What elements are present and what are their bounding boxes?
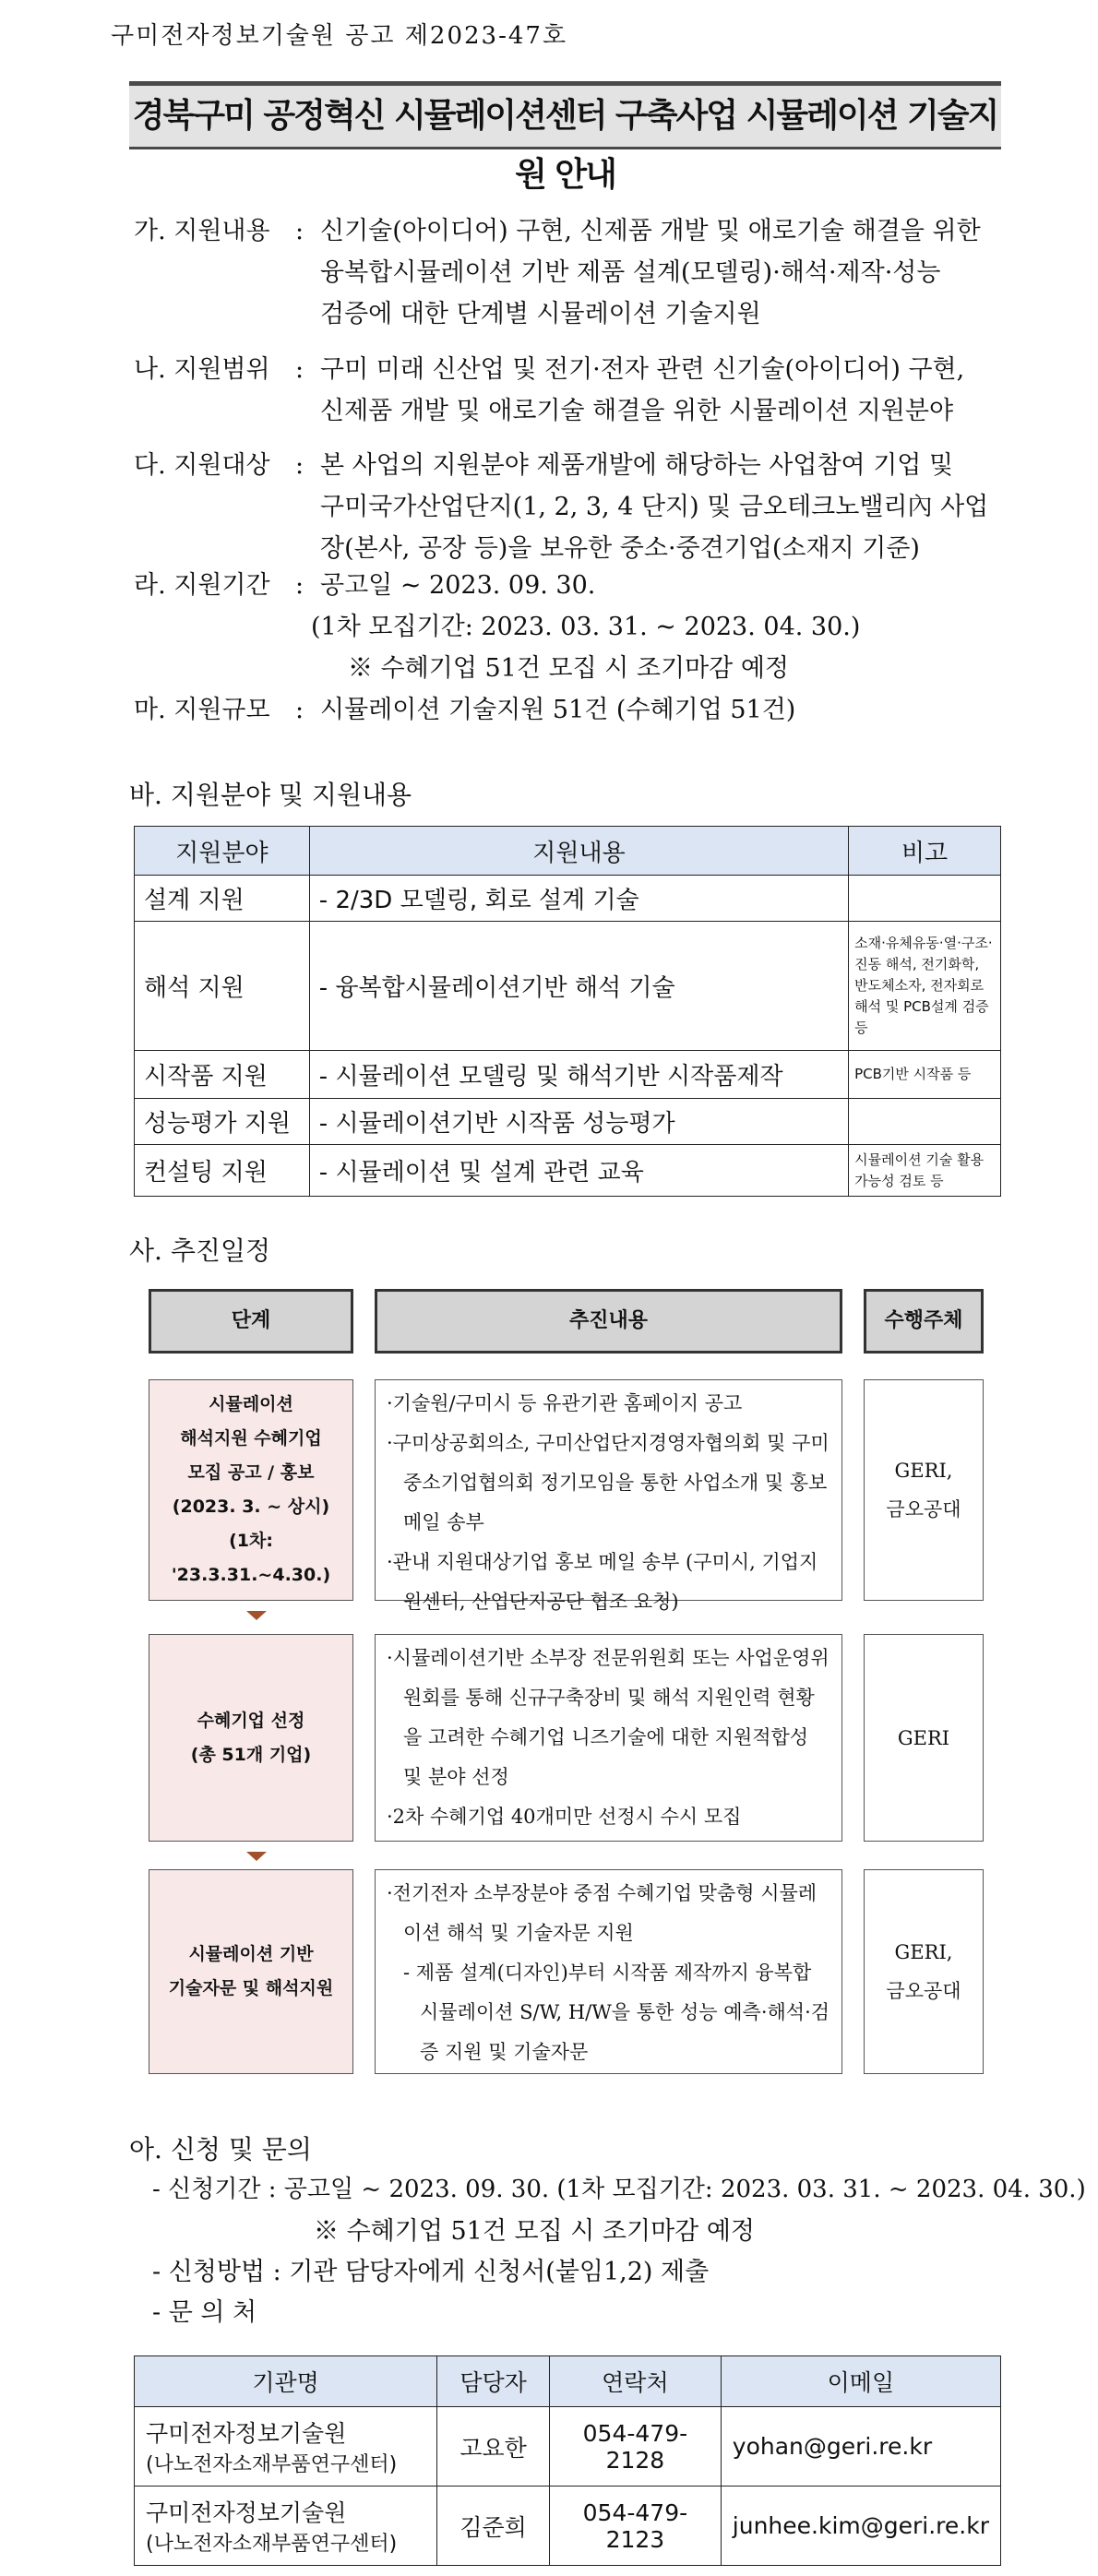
content-cell: - 2/3D 모델링, 회로 설계 기술 [309, 876, 848, 922]
content-cell: - 시뮬레이션 모델링 및 해석기반 시작품제작 [309, 1051, 848, 1099]
item-line: 구미 미래 신산업 및 전기·전자 관련 신기술(아이디어) 구현, [320, 355, 965, 384]
item-line: 장(본사, 공장 등)을 보유한 중소·중견기업(소재지 기준) [320, 534, 920, 563]
item-line: 검증에 대한 단계별 시뮬레이션 기술지원 [320, 300, 761, 328]
table-row [135, 922, 1001, 1051]
contact-label: - 문 의 처 [152, 2298, 257, 2327]
item-support-scale: 마. 지원규모 : 시뮬레이션 기술지원 51건 (수혜기업 51건) [134, 689, 1020, 731]
item-label: 가. 지원내용 [134, 217, 270, 245]
content-cell: - 융복합시뮬레이션기반 해석 기술 [309, 922, 848, 1051]
item-support-period: 라. 지원기간 : 공고일 ~ 2023. 09. 30. (1차 모집기간: 2023. 03. 31. ~ 2023. 04. 30.) ※ 수혜기업 51건 모집 시 조기마감 예정 [134, 565, 1020, 694]
schedule-content-selection [375, 1634, 842, 1842]
table-header: 지원내용 [309, 827, 848, 876]
apply-method: - 신청방법 : 기관 담당자에게 신청서(붙임1,2) 제출 [152, 2258, 710, 2286]
item-line: 신제품 개발 및 애로기술 해결을 위한 시뮬레이션 지원분야 [320, 397, 954, 425]
field-cell: 성능평가 지원 [135, 1099, 310, 1145]
table-header: 기관명 [135, 2356, 437, 2407]
content-line: ·시뮬레이션기반 소부장 전문위원회 또는 사업운영위원회를 통해 신규구축장비 및 해석 지원인력 현황을 고려한 수혜기업 니즈기술에 대한 지원적합성 및 분야 선정 [387, 1647, 829, 1788]
phone-cell: 054-479-2123 [550, 2487, 722, 2566]
page-title: 경북구미 공정혁신 시뮬레이션센터 구축사업 시뮬레이션 기술지원 안내 [129, 81, 1001, 149]
item-label: 나. 지원범위 [134, 355, 270, 384]
table-header: 지원분야 [135, 827, 310, 876]
item-label: 다. 지원대상 [134, 451, 270, 480]
org-sub: (나노전자소재부품연구센터) [146, 2453, 398, 2476]
item-line: 구미국가산업단지(1, 2, 3, 4 단지) 및 금오테크노밸리內 사업 [320, 493, 989, 521]
content-line: ·관내 지원대상기업 홍보 메일 송부 (구미시, 기업지원센터, 산업단지공단 협조 요청) [387, 1551, 818, 1613]
item-line: ※ 수혜기업 51건 모집 시 조기마감 예정 [348, 654, 789, 683]
field-cell: 컨설팅 지원 [135, 1145, 310, 1197]
note-cell [849, 876, 1001, 922]
table-header: 담당자 [437, 2356, 550, 2407]
content-line: ·기술원/구미시 등 유관기관 홈페이지 공고 [387, 1392, 743, 1414]
table-row [135, 2487, 1001, 2566]
stage-line: 수혜기업 선정 [197, 1710, 305, 1731]
item-label: 라. 지원기간 [134, 571, 270, 600]
item-support-content: 가. 지원내용 : 신기술(아이디어) 구현, 신제품 개발 및 애로기술 해결을 위한 융복합시뮬레이션 기반 제품 설계(모델링)·해석·제작·성능 검증에 대한 단계별 시뮬레이션 기술지원 [134, 210, 1020, 340]
content-cell: - 시뮬레이션기반 시작품 성능평가 [309, 1099, 848, 1145]
field-cell: 설계 지원 [135, 876, 310, 922]
stage-line: 시뮬레이션 [209, 1394, 293, 1414]
table-header: 비고 [849, 827, 1001, 876]
stage-line: (2023. 3. ~ 상시) [172, 1497, 330, 1517]
org-line: GERI, [894, 1941, 953, 1963]
stage-line: 모집 공고 / 홍보 [187, 1462, 315, 1483]
item-line: 신기술(아이디어) 구현, 신제품 개발 및 애로기술 해결을 위한 [320, 217, 981, 245]
item-support-scope: 나. 지원범위 : 구미 미래 신산업 및 전기·전자 관련 신기술(아이디어) 구현, 신제품 개발 및 애로기술 해결을 위한 시뮬레이션 지원분야 [134, 349, 1020, 436]
content-cell: - 시뮬레이션 및 설계 관련 교육 [309, 1145, 848, 1197]
schedule-content-support [375, 1869, 842, 2074]
org-cell [135, 2487, 437, 2566]
schedule-org-selection [864, 1634, 984, 1842]
stage-line: 기술자문 및 해석지원 [168, 1978, 334, 1998]
item-line: 융복합시뮬레이션 기반 제품 설계(모델링)·해석·제작·성능 [320, 258, 941, 287]
phone-cell: 054-479-2128 [550, 2407, 722, 2487]
schedule-header-content: 추진내용 [375, 1289, 842, 1354]
item-line: 본 사업의 지원분야 제품개발에 해당하는 사업참여 기업 및 [320, 451, 954, 480]
schedule-stage-support [149, 1869, 353, 2074]
stage-line: (총 51개 기업) [190, 1744, 312, 1765]
item-line: 시뮬레이션 기술지원 51건 (수혜기업 51건) [320, 696, 796, 724]
table-row [135, 1145, 1001, 1197]
person-cell: 고요한 [437, 2407, 550, 2487]
org-line: GERI [897, 1726, 950, 1749]
section-schedule: 사. 추진일정 [129, 1235, 271, 1266]
org-name: 구미전자정보기술원 [146, 2420, 347, 2447]
support-fields-table [134, 826, 1001, 1197]
table-row [135, 1051, 1001, 1099]
schedule-stage-recruit [149, 1379, 353, 1601]
table-header: 연락처 [550, 2356, 722, 2407]
content-line: ·구미상공회의소, 구미산업단지경영자협의회 및 구미중소기업협의회 정기모임을 통한 사업소개 및 홍보메일 송부 [387, 1432, 829, 1533]
notice-number: 구미전자정보기술원 공고 제2023-47호 [111, 22, 568, 50]
note-cell: 시뮬레이션 기술 활용 가능성 검토 등 [849, 1145, 1001, 1197]
arrow-down-icon [246, 1611, 267, 1620]
email-cell[interactable]: junhee.kim@geri.re.kr [721, 2487, 1000, 2566]
field-cell: 시작품 지원 [135, 1051, 310, 1099]
table-header: 이메일 [721, 2356, 1000, 2407]
section-apply: 아. 신청 및 문의 [129, 2134, 312, 2165]
schedule-header-stage: 단계 [149, 1289, 353, 1354]
apply-period-note: ※ 수혜기업 51건 모집 시 조기마감 예정 [314, 2217, 755, 2246]
note-cell: 소재·유체유동·열·구조·진동 해석, 전기화학, 반도체소자, 전자회로 해석 및 PCB설계 검증 등 [849, 922, 1001, 1051]
table-row [135, 876, 1001, 922]
org-sub: (나노전자소재부품연구센터) [146, 2533, 398, 2556]
schedule-org-support [864, 1869, 984, 2074]
org-line: 금오공대 [886, 1498, 961, 1521]
person-cell: 김준희 [437, 2487, 550, 2566]
schedule-org-recruit [864, 1379, 984, 1601]
stage-line: 해석지원 수혜기업 [180, 1428, 322, 1449]
schedule-content-recruit [375, 1379, 842, 1613]
schedule-stage-selection [149, 1634, 353, 1842]
item-line: (1차 모집기간: 2023. 03. 31. ~ 2023. 04. 30.) [311, 613, 861, 641]
item-support-target: 다. 지원대상 : 본 사업의 지원분야 제품개발에 해당하는 사업참여 기업 및 구미국가산업단지(1, 2, 3, 4 단지) 및 금오테크노밸리內 사업 장(본사, 공장 등)을 보유한 중소·중견기업(소재지 기준) [134, 445, 1020, 574]
section-support-fields: 바. 지원분야 및 지원내용 [129, 780, 412, 810]
note-cell [849, 1099, 1001, 1145]
apply-period: - 신청기간 : 공고일 ~ 2023. 09. 30. (1차 모집기간: 2023. 03. 31. ~ 2023. 04. 30.) [152, 2176, 1086, 2203]
content-line: ·2차 수혜기업 40개미만 선정시 수시 모집 [387, 1806, 742, 1828]
table-row [135, 2407, 1001, 2487]
note-cell: PCB기반 시작품 등 [849, 1051, 1001, 1099]
stage-line: (1차: '23.3.31.~4.30.) [171, 1531, 331, 1585]
org-cell [135, 2407, 437, 2487]
email-cell[interactable]: yohan@geri.re.kr [721, 2407, 1000, 2487]
org-line: GERI, [894, 1460, 953, 1482]
table-row [135, 1099, 1001, 1145]
content-line: - 제품 설계(디자인)부터 시작품 제작까지 융복합 시뮬레이션 S/W, H/W을 통한 성능 예측·해석·검증 지원 및 기술자문 [403, 1962, 830, 2063]
item-label: 마. 지원규모 [134, 696, 270, 724]
content-line: ·전기전자 소부장분야 중점 수혜기업 맞춤형 시뮬레이션 해석 및 기술자문 지원 [387, 1882, 818, 1944]
org-name: 구미전자정보기술원 [146, 2499, 347, 2526]
arrow-down-icon [246, 1852, 267, 1861]
stage-line: 시뮬레이션 기반 [188, 1944, 314, 1964]
item-line: 공고일 ~ 2023. 09. 30. [320, 571, 596, 600]
schedule-header-org: 수행주체 [864, 1289, 984, 1354]
org-line: 금오공대 [886, 1980, 961, 2002]
field-cell: 해석 지원 [135, 922, 310, 1051]
contact-table [134, 2355, 1001, 2566]
